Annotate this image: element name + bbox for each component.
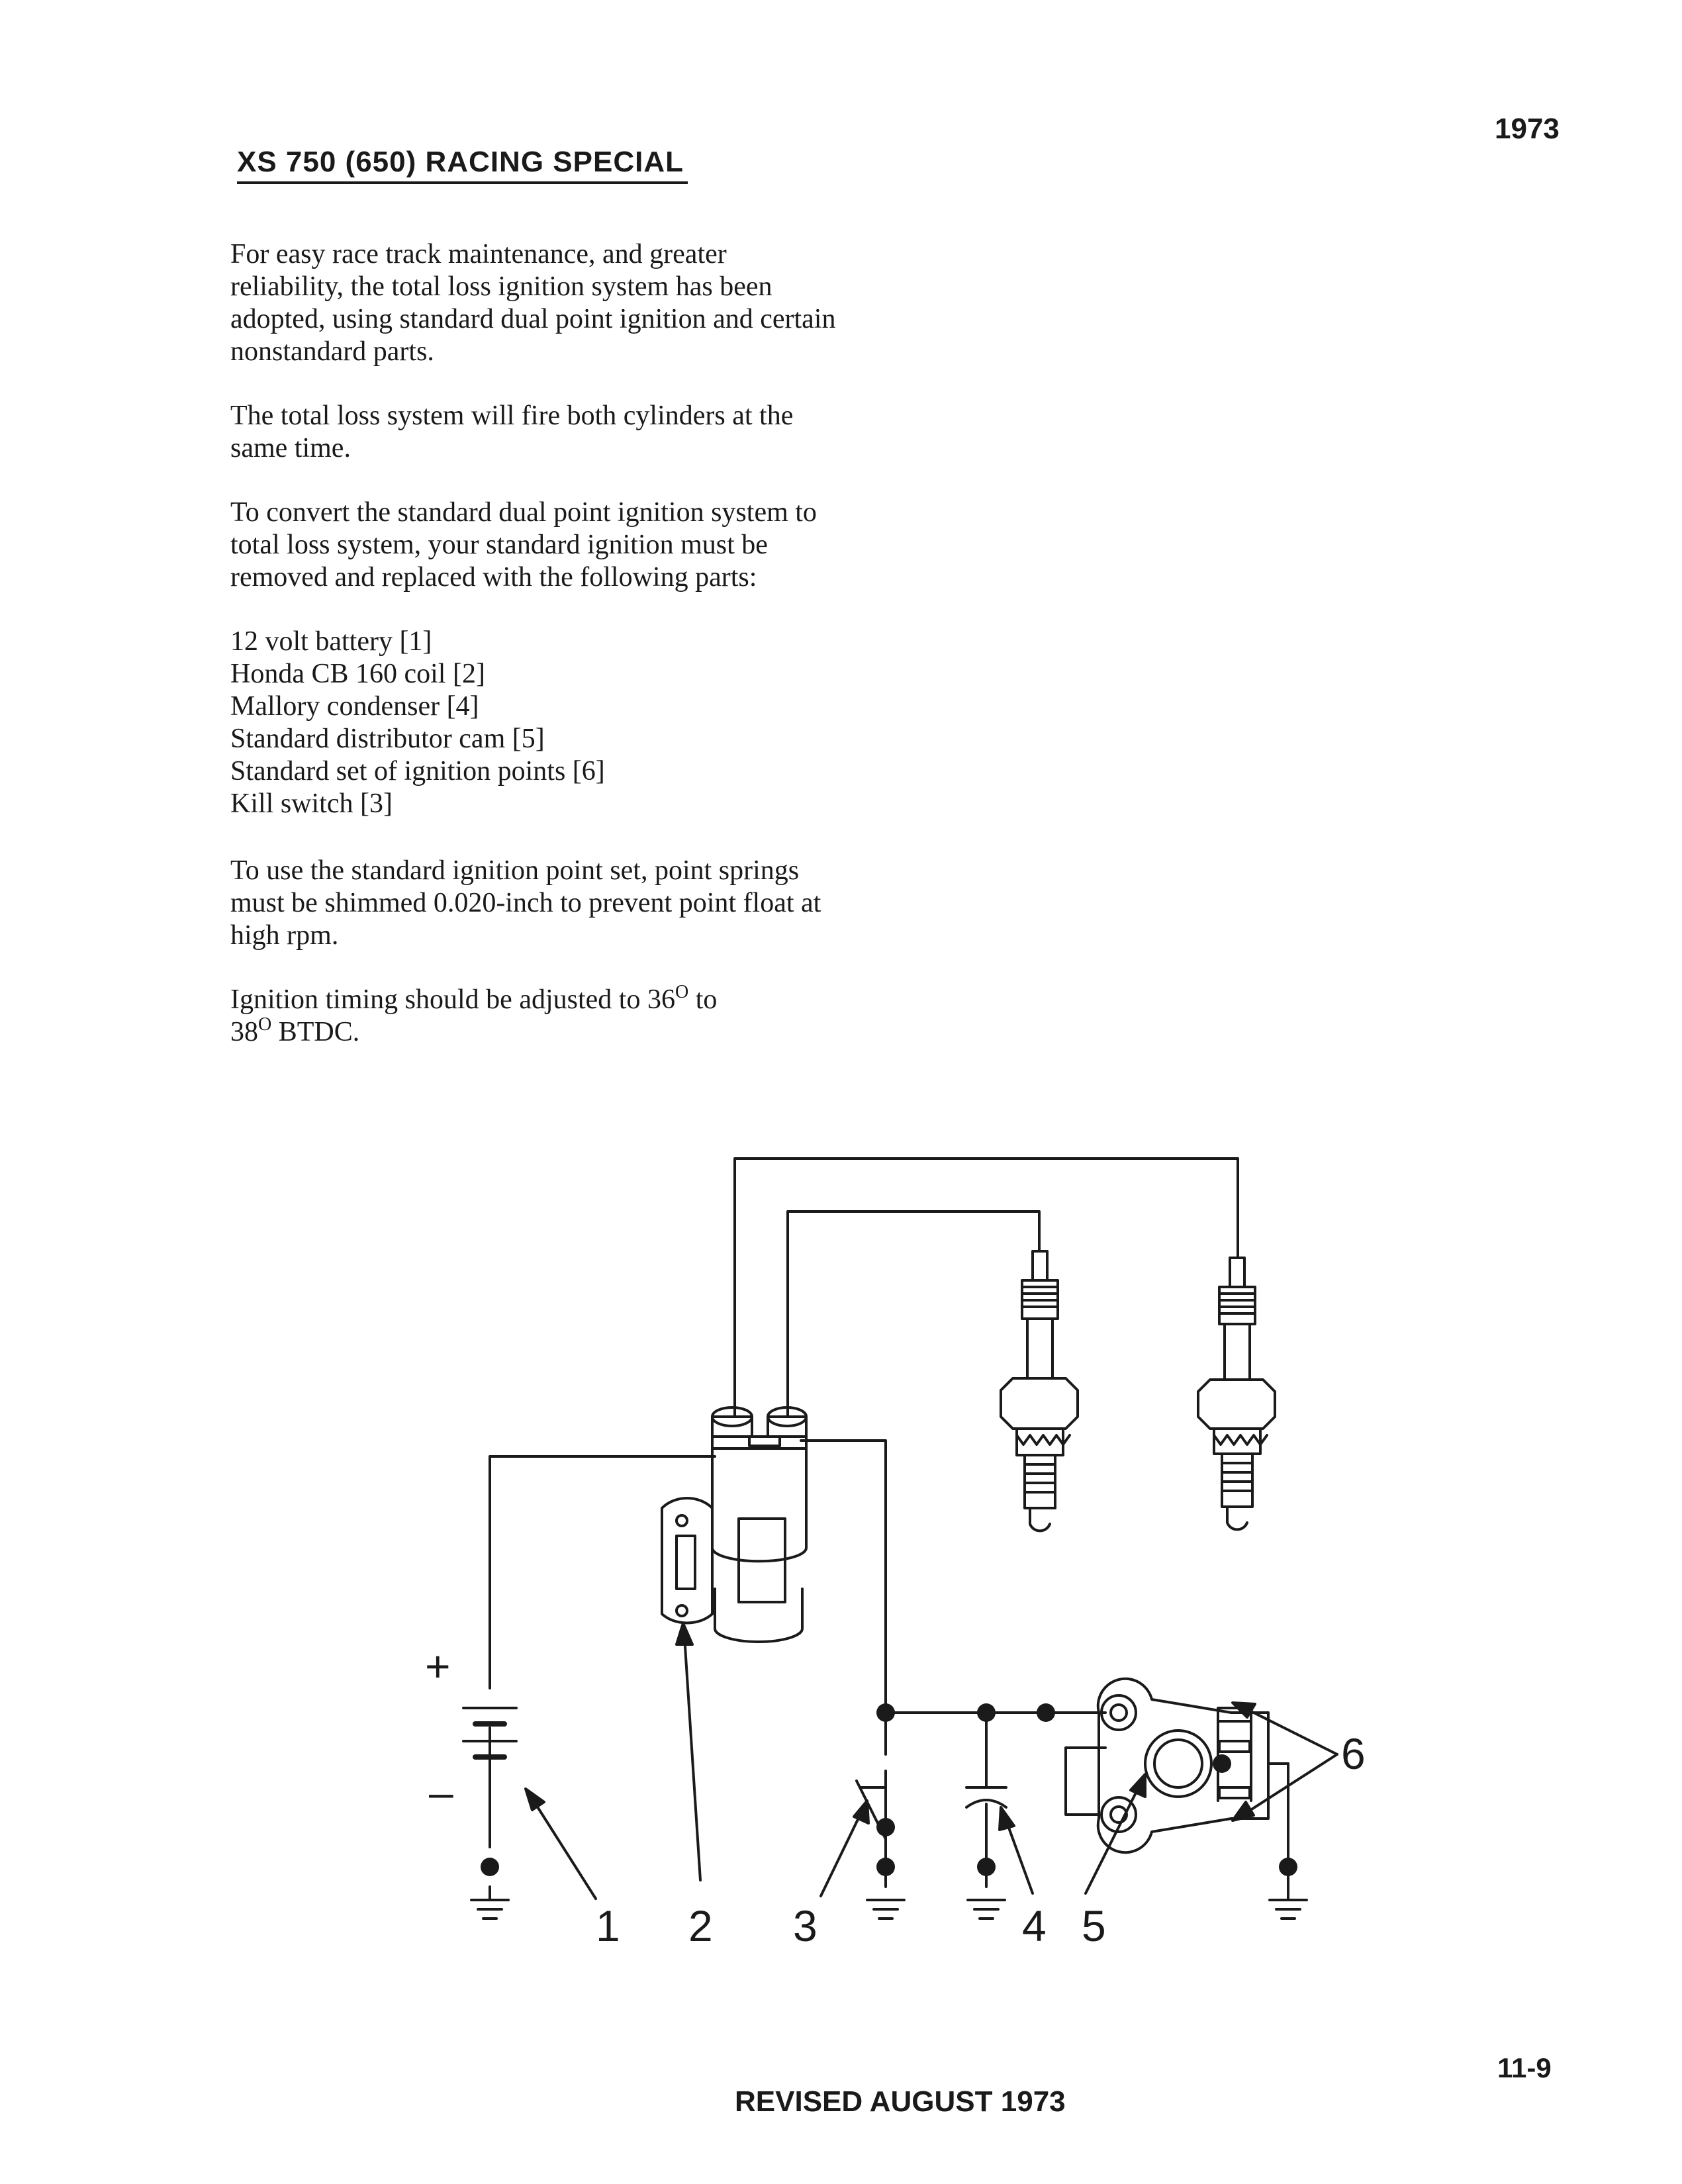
junction-dots bbox=[481, 1703, 1297, 1876]
paragraph-shim: To use the standard ignition point set, point springs must be shimmed 0.020-inch to prevent point float at high rpm. bbox=[230, 855, 821, 951]
list-item: Honda CB 160 coil [2] bbox=[230, 659, 485, 689]
list-item: 12 volt battery [1] bbox=[230, 626, 432, 657]
page-title: XS 750 (650) RACING SPECIAL bbox=[237, 146, 688, 184]
year-label: 1973 bbox=[1495, 113, 1560, 145]
plus-label: + bbox=[425, 1642, 451, 1691]
parts-list bbox=[230, 626, 846, 820]
paragraph-timing: Ignition timing should be adjusted to $36^O$ to $38^O$ BTDC. bbox=[230, 982, 718, 1047]
ignition-wiring-diagram bbox=[0, 1125, 1682, 1986]
callout-3: 3 bbox=[793, 1901, 818, 1950]
list-item: Mallory condenser [4] bbox=[230, 691, 479, 722]
callout-6: 6 bbox=[1341, 1729, 1366, 1778]
ignition-coil-icon bbox=[662, 1407, 806, 1642]
primary-wires bbox=[490, 1441, 1105, 1847]
paragraph-intro: For easy race track maintenance, and greater reliability, the total loss ignition system has been adopted, using standard dual point ignition and certain nonstandard parts. bbox=[230, 239, 836, 367]
body-text bbox=[230, 238, 846, 1080]
paragraph-fire-both: The total loss system will fire both cylinders at the same time. bbox=[230, 401, 794, 463]
spark-plug-icon bbox=[1001, 1251, 1078, 1531]
list-item: Standard distributor cam [5] bbox=[230, 724, 545, 754]
callout-4: 4 bbox=[1022, 1901, 1047, 1950]
callout-2: 2 bbox=[688, 1901, 713, 1950]
revision-footer: REVISED AUGUST 1973 bbox=[735, 2085, 1066, 2118]
minus-label: – bbox=[429, 1768, 453, 1817]
distributor-points-icon bbox=[1098, 1679, 1288, 1900]
list-item: Kill switch [3] bbox=[230, 788, 393, 819]
paragraph-convert: To convert the standard dual point ignition system to total loss system, your standard ignition must be removed and replaced with the following parts: bbox=[230, 497, 817, 593]
callout-1: 1 bbox=[596, 1901, 620, 1950]
page-number: 11-9 bbox=[1497, 2052, 1552, 2083]
callout-5: 5 bbox=[1082, 1901, 1106, 1950]
battery-icon bbox=[425, 1642, 516, 1847]
spark-plug-icon bbox=[1198, 1258, 1275, 1529]
high-tension-wires bbox=[735, 1159, 1238, 1417]
list-item: Standard set of ignition points [6] bbox=[230, 756, 605, 786]
